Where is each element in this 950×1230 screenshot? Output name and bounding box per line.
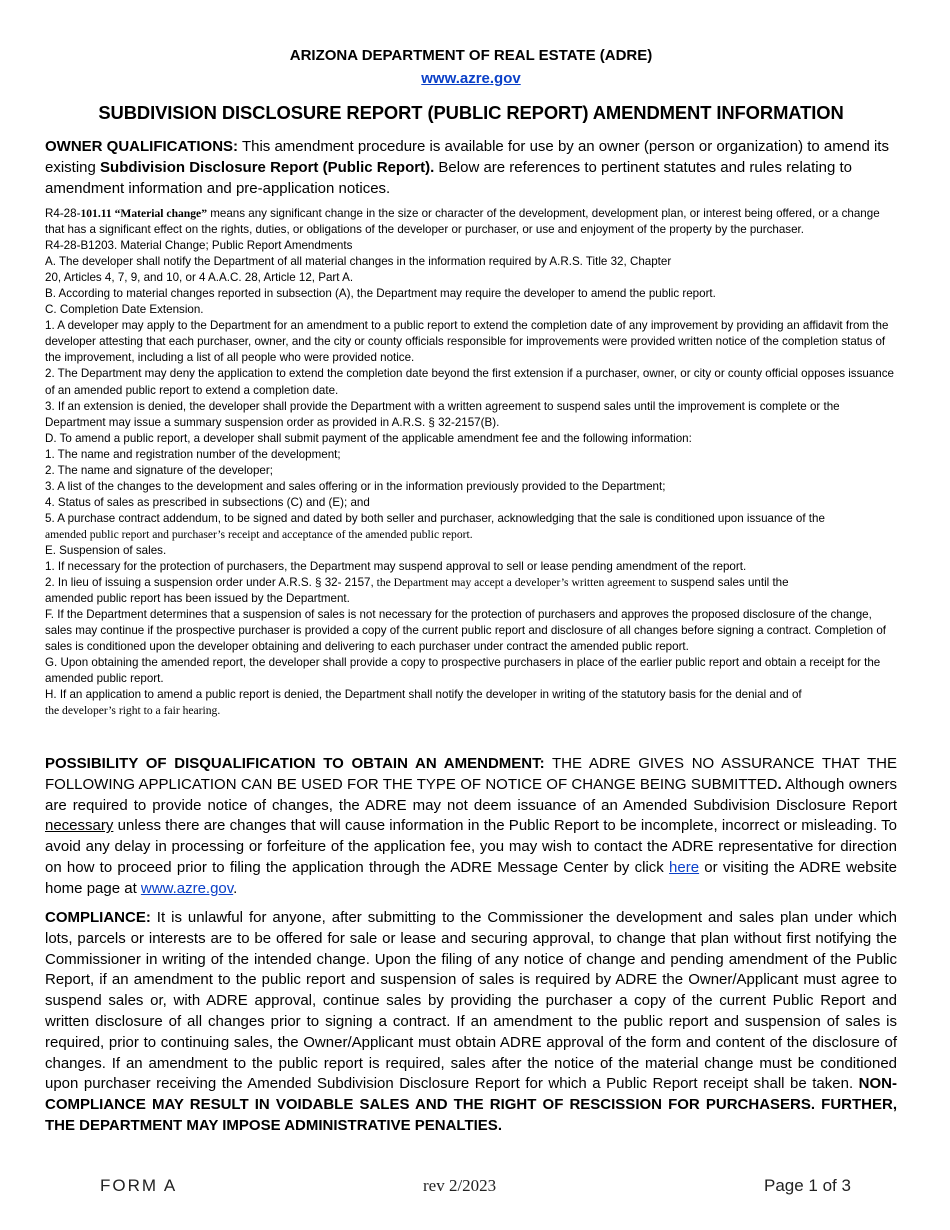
website-link[interactable]: www.azre.gov [421, 70, 521, 87]
compliance-text: It is unlawful for anyone, after submitting to the Commissioner the development and sales plan under which lots, parcels or interests are to be offered for sale or lease and securing approval, to change that plan without first notifying the Commissioner in writing of the intended change. Upon the filing of any notice of change and pending amendment of the Public Report, if an amendment to the public report and suspension of sales is required by ADRE the Owner/Applicant must agree to suspend sales or, with ADRE approval, continue sales by providing the purchaser a copy of the current Public Report and written disclosure of all changes prior to signing a contract. If an amendment to the public report and suspension of sales is required, prior to continuing sales, the Owner/Applicant must obtain ADRE approval of the form and content of the disclosure of changes. If an amendment to the public report is required, sales after the notice of the material change must be conditioned upon purchaser receiving the Amended Subdivision Disclosure Report for which a Public Report receipt shall be taken. [45, 909, 897, 1093]
website-link-inline[interactable]: www.azre.gov [140, 879, 234, 897]
rule-e: E. Suspension of sales. [45, 543, 167, 557]
website-heading [45, 70, 897, 87]
rule-e1: 1. If necessary for the protection of purchasers, the Department may suspend approval to sell or lease pending amendment of the report. [45, 560, 747, 574]
rule-c1: 1. A developer may apply to the Department for an amendment to a public report to extend the completion date of any improvement by providing an affidavit from the developer attesting that each purchaser, owner, and the city or county officials responsible for improvements were provided written notice of the completion status of the improvement, including a list of all people who were provided notice. [45, 319, 889, 365]
rule-line: 20, Articles 4, 7, 9, and 10, or 4 A.A.C. 28, Article 12, Part A. [45, 271, 354, 285]
rule-prefix: R4-28- [45, 207, 81, 220]
rule-d1: 1. The name and registration number of the development; [45, 447, 341, 461]
rule-f: F. If the Department determines that a suspension of sales is not necessary for the protection of purchasers and approves the proposed disclosure of the change, sales may continue if the prospective purchaser is provided a copy of the current public report and disclosure of all changes before signing a contract. Completion of sales is conditioned upon the developer obtaining and delivering to each purchaser under contract the amended public report. [45, 608, 887, 654]
revision-label: rev 2/2023 [423, 1176, 497, 1195]
rule-definition-term: 101.11 “Material change” [80, 207, 207, 220]
disqualification-caps: THE ADRE GIVES NO ASSURANCE THAT THE FOLLOWING APPLICATION CAN BE USED FOR THE TYPE OF NOTICE OF CHANGE BEING SUBMITTED [45, 755, 897, 793]
disqualification-text-4: . [233, 879, 238, 897]
rules-section [45, 206, 897, 720]
rule-e2-d: amended public report has been issued by the Department. [45, 592, 350, 606]
compliance-section [45, 908, 897, 1137]
owner-qualifications-label: OWNER QUALIFICATIONS: [45, 138, 239, 155]
page-footer [0, 1176, 950, 1200]
rule-h-a: H. If an application to amend a public report is denied, the Department shall notify the developer in writing of the statutory basis for the denial and of [45, 688, 802, 702]
rule-material-change [45, 206, 897, 238]
rule-d: D. To amend a public report, a developer shall submit payment of the applicable amendment fee and the following information: [45, 431, 692, 445]
here-link[interactable]: here [669, 858, 700, 876]
rule-line: B. According to material changes reported in subsection (A), the Department may require the developer to amend the public report. [45, 287, 716, 301]
rule-c2: 2. The Department may deny the application to extend the completion date beyond the first extension if a purchaser, owner, or city or county official opposes issuance of an amended public report to extend a completion date. [45, 367, 894, 397]
rule-e2 [45, 575, 897, 591]
owner-bold-text: Subdivision Disclosure Report (Public Report). [100, 159, 435, 176]
disqualification-period: . [777, 775, 782, 793]
rule-line: C. Completion Date Extension. [45, 303, 204, 317]
rule-d2: 2. The name and signature of the developer; [45, 463, 273, 477]
rule-e2-part-c: suspend sales until the [667, 576, 789, 590]
page-number: Page 1 of 3 [764, 1176, 851, 1195]
disqualification-text-3: or visiting the ADRE website home page at [45, 858, 897, 897]
compliance-warning: NON-COMPLIANCE MAY RESULT IN VOIDABLE SALES AND THE RIGHT OF RESCISSION FOR PURCHASERS. FURTHER, THE DEPARTMENT MAY IMPOSE ADMINISTRATIVE PENALTIES. [45, 1075, 897, 1134]
rule-c3: 3. If an extension is denied, the developer shall provide the Department with a written agreement to suspend sales until the improvement is complete or the Department may issue a summary suspension order as provided in A.R.S. § 32-2157(B). [45, 399, 840, 429]
agency-heading: ARIZONA DEPARTMENT OF REAL ESTATE (ADRE) [289, 47, 653, 64]
rule-e2-part-b: the Department may accept a developer’s written agreement to [373, 576, 668, 590]
rule-e2-part-a: 2. In lieu of issuing a suspension order under A.R.S. § 32- 2157, [45, 576, 374, 590]
page-title: SUBDIVISION DISCLOSURE REPORT (PUBLIC REPORT) AMENDMENT INFORMATION [98, 102, 844, 123]
rule-h-b: the developer’s right to a fair hearing. [45, 704, 221, 718]
owner-qualifications-section [45, 136, 897, 199]
owner-text-2: Below are references to pertinent statutes and rules relating to amendment information and pre-application notices. [45, 159, 852, 197]
rule-g: G. Upon obtaining the amended report, the developer shall provide a copy to prospective purchasers in place of the earlier public report and obtain a receipt for the amended public report. [45, 656, 881, 686]
rule-line: R4-28-B1203. Material Change; Public Report Amendments [45, 239, 353, 253]
rule-definition-text: means any significant change in the size or character of the development, development plan, or interest being offered, or a change that has a significant effect on the rights, duties, or obligations of the developer or purchaser, or use and enjoyment of the property by the purchaser. [45, 207, 880, 237]
rule-d3: 3. A list of the changes to the development and sales offering or in the information previously provided to the Department; [45, 479, 666, 493]
rule-d5a: 5. A purchase contract addendum, to be signed and dated by both seller and purchaser, acknowledging that the sale is conditioned upon issuance of the [45, 511, 825, 525]
disqualification-section [45, 754, 897, 900]
form-label: FORM A [100, 1176, 178, 1195]
underlined-necessary: necessary [45, 817, 114, 835]
disqualification-text-1: Although owners are required to provide notice of changes, the ADRE may not deem issuance of an Amended Subdivision Disclosure Report [45, 775, 898, 814]
disqualification-label: POSSIBILITY OF DISQUALIFICATION TO OBTAIN AN AMENDMENT: [45, 755, 545, 772]
rule-d4: 4. Status of sales as prescribed in subsections (C) and (E); and [45, 495, 370, 509]
compliance-label: COMPLIANCE: [45, 909, 151, 926]
rule-d5b: amended public report and purchaser’s receipt and acceptance of the amended public report. [45, 527, 473, 541]
disqualification-text-2: unless there are changes that will cause information in the Public Report to be incomplete, incorrect or misleading. To avoid any delay in processing or forfeiture of the application fee, you may wish to contact the ADRE representative for direction on how to proceed prior to filing the application through the ADRE Message Center by click [45, 817, 897, 876]
owner-text-1: This amendment procedure is available for use by an owner (person or organization) to amend its existing [45, 138, 889, 176]
rule-line: A. The developer shall notify the Department of all material changes in the information required by A.R.S. Title 32, Chapter [45, 255, 672, 269]
